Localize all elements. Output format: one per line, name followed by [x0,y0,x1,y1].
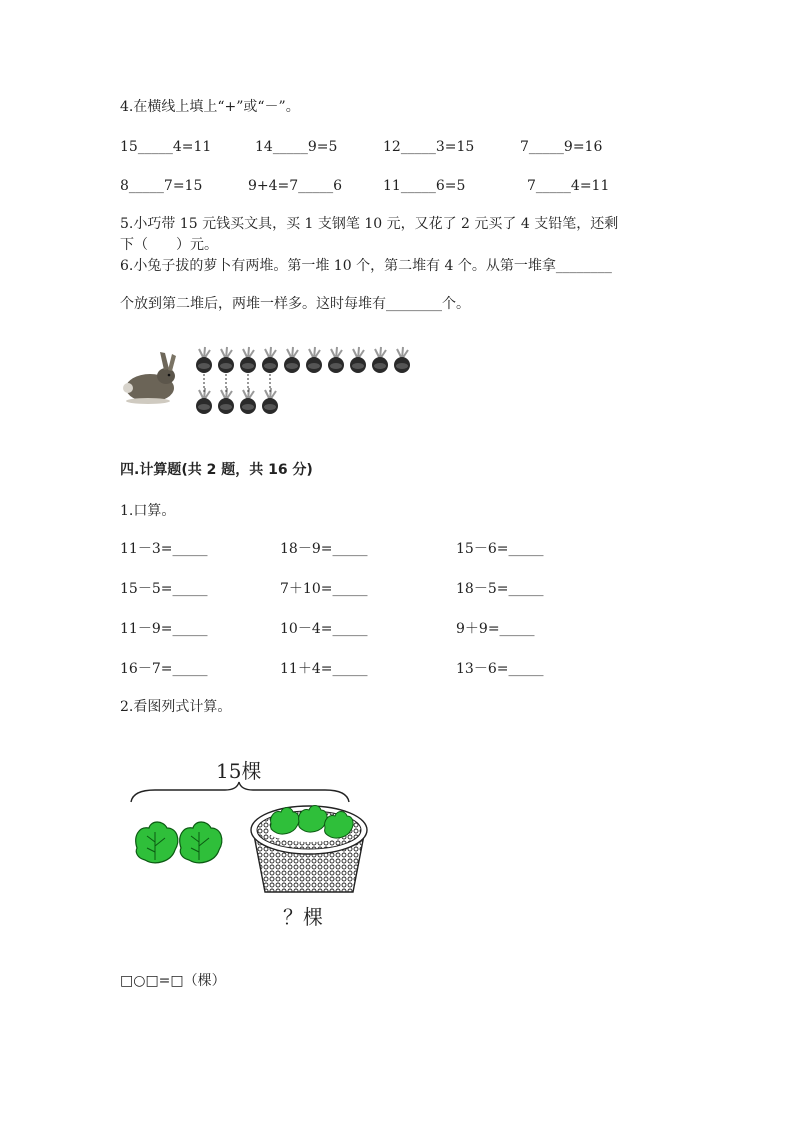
q4-eq-4: 7_____9=16 [520,139,603,155]
section-heading: 四.计算题(共 2 题，共 16 分) [120,462,313,478]
radish-row-second-pile [196,388,278,414]
radish-icon [196,347,212,373]
q4-title: 4.在横线上填上“+”或“－”。 [120,99,300,115]
calc1-item: 15－5=_____ [120,581,208,597]
total-count-label: 15棵 [216,759,262,783]
calc2-title: 2.看图列式计算。 [120,699,232,715]
q5-line-1: 5.小巧带 15 元钱买文具，买 1 支钢笔 10 元，又花了 2 元买了 4 支铅笔，还剩 [120,216,619,232]
q4-eq-7: 11_____6=5 [383,178,466,194]
radish-icon [350,347,366,373]
q4-eq-3: 12_____3=15 [383,139,475,155]
calc1-item: 9＋9=_____ [456,621,535,637]
calc1-item: 11－3=_____ [120,541,208,557]
calc1-item: 7＋10=_____ [280,581,368,597]
radish-icon [262,347,278,373]
radish-icon [328,347,344,373]
q6-line-1: 6.小兔子拔的萝卜有两堆。第一堆 10 个，第二堆有 4 个。从第一堆拿________ [120,258,612,274]
q4-eq-5: 8_____7=15 [120,178,203,194]
radish-icon [372,347,388,373]
q5-line-2: 下（ ）元。 [120,237,218,253]
answer-template: □○□=□（棵） [120,973,226,989]
radish-dotted-connectors [204,374,270,392]
q4-eq-8: 7_____4=11 [527,178,610,194]
calc1-item: 10－4=_____ [280,621,368,637]
q4-eq-6: 9+4=7_____6 [248,178,343,194]
cabbage-icon [180,822,222,863]
calc1-item: 18－9=_____ [280,541,368,557]
calc1-item: 18－5=_____ [456,581,544,597]
cabbage-basket-illustration [125,780,375,890]
radish-icon [306,347,322,373]
calc1-item: 11－9=_____ [120,621,208,637]
q4-eq-2: 14_____9=5 [255,139,338,155]
q4-eq-1: 15_____4=11 [120,139,212,155]
radish-row-first-pile [196,347,410,373]
q6-line-2: 个放到第二堆后，两堆一样多。这时每堆有________个。 [120,296,470,312]
radish-icon [240,347,256,373]
cabbage-icon [136,822,178,863]
brace-icon [131,782,349,802]
calc1-item: 13－6=_____ [456,661,544,677]
radish-icon [218,347,234,373]
calc1-item: 15－6=_____ [456,541,544,557]
rabbit-radish-illustration [118,340,418,420]
calc1-title: 1.口算。 [120,503,176,519]
radish-icon [284,347,300,373]
calc1-item: 16－7=_____ [120,661,208,677]
unknown-count-label: ？棵 [283,905,323,929]
rabbit-icon [123,352,176,404]
radish-icon [394,347,410,373]
calc1-item: 11＋4=_____ [280,661,368,677]
